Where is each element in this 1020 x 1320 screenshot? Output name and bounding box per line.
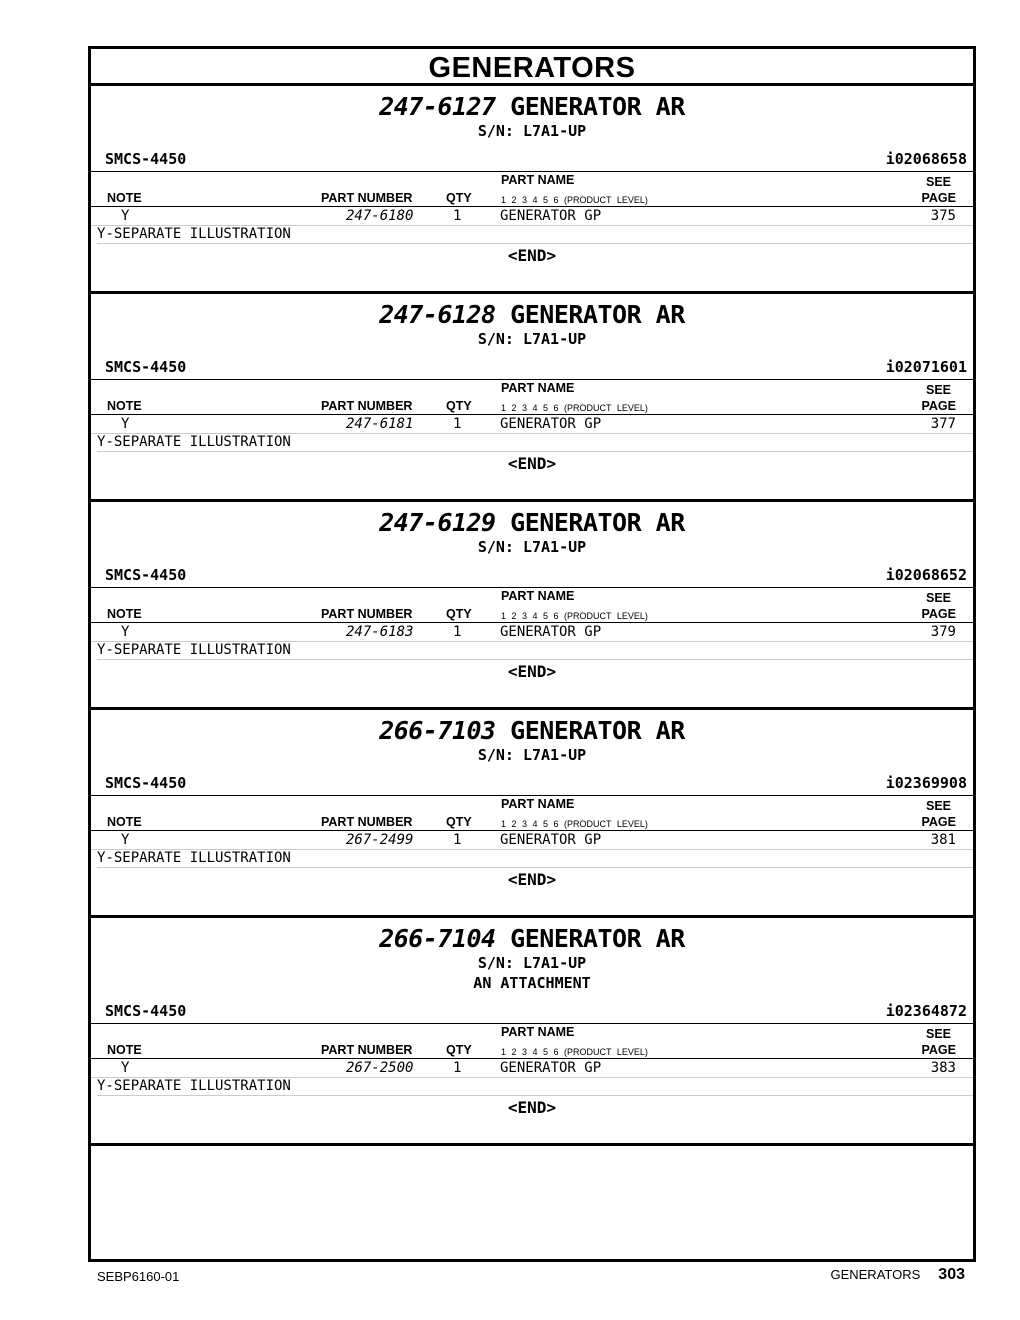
table-header [91,379,973,415]
row-qty: 1 [453,1060,462,1076]
row-part-number: 247-6180 [346,208,414,224]
header-see: SEE [925,591,951,605]
header-qty: QTY [446,815,472,829]
footer-section [830,1266,965,1284]
parts-section [91,86,973,294]
section-part-number: 247-6127 [379,92,496,121]
row-part-number: 247-6183 [346,624,414,640]
parts-section [91,294,973,502]
row-note: Y [121,624,130,640]
header-part-name: PART NAME [501,1025,575,1039]
section-title [91,508,973,537]
footnote: Y-SEPARATE ILLUSTRATION [97,850,973,868]
header-qty: QTY [446,1043,472,1057]
row-see-page: 377 [930,416,956,432]
attachment-note: AN ATTACHMENT [473,974,591,992]
section-title [91,92,973,121]
row-part-name: GENERATOR GP [500,416,602,432]
row-part-number: 247-6181 [346,416,414,432]
header-see: SEE [925,1027,951,1041]
smcs-code: SMCS-4450 [105,358,187,376]
table-row [91,1059,973,1078]
section-part-name: GENERATOR AR [510,300,685,329]
table-header [91,587,973,623]
serial-number: S/N: L7A1-UP [477,746,587,764]
header-product-levels: 1 2 3 4 5 6 (PRODUCT LEVEL) [501,195,648,205]
header-part-number: PART NUMBER [321,607,413,621]
footer-section-name: GENERATORS [830,1267,921,1282]
section-part-name: GENERATOR AR [510,92,685,121]
end-marker: <END> [507,870,557,889]
header-part-name: PART NAME [501,381,575,395]
table-header [91,795,973,831]
row-see-page: 383 [930,1060,956,1076]
footnote: Y-SEPARATE ILLUSTRATION [97,434,973,452]
section-part-name: GENERATOR AR [510,716,685,745]
section-title [91,716,973,745]
table-row [91,207,973,226]
section-part-number: 266-7103 [379,716,496,745]
row-see-page: 375 [930,208,956,224]
header-page: PAGE [921,607,956,621]
smcs-code: SMCS-4450 [105,1002,187,1020]
page-frame [88,46,976,1262]
table-row [91,415,973,434]
section-part-number: 266-7104 [379,924,496,953]
row-see-page: 381 [930,832,956,848]
serial-number: S/N: L7A1-UP [477,954,587,972]
header-page: PAGE [921,1043,956,1057]
page-number: 303 [938,1266,965,1283]
section-part-number: 247-6128 [379,300,496,329]
smcs-code: SMCS-4450 [105,150,187,168]
footnote: Y-SEPARATE ILLUSTRATION [97,1078,973,1096]
header-part-name: PART NAME [501,797,575,811]
header-part-number: PART NUMBER [321,1043,413,1057]
section-part-number: 247-6129 [379,508,496,537]
section-title [91,924,973,953]
header-note: NOTE [107,1043,142,1057]
end-marker: <END> [507,246,557,265]
table-row [91,623,973,642]
header-page: PAGE [921,815,956,829]
row-part-number: 267-2499 [346,832,414,848]
parts-section [91,918,973,1146]
header-see: SEE [925,383,951,397]
parts-section [91,502,973,710]
header-note: NOTE [107,815,142,829]
end-marker: <END> [507,1098,557,1117]
end-marker: <END> [507,454,557,473]
header-product-levels: 1 2 3 4 5 6 (PRODUCT LEVEL) [501,819,648,829]
header-product-levels: 1 2 3 4 5 6 (PRODUCT LEVEL) [501,611,648,621]
table-header [91,1023,973,1059]
row-part-name: GENERATOR GP [500,624,602,640]
row-note: Y [121,208,130,224]
row-part-name: GENERATOR GP [500,832,602,848]
row-note: Y [121,832,130,848]
header-part-number: PART NUMBER [321,815,413,829]
row-qty: 1 [453,416,462,432]
illustration-id: i02369908 [885,774,967,792]
section-part-name: GENERATOR AR [510,924,685,953]
illustration-id: i02068658 [885,150,967,168]
serial-number: S/N: L7A1-UP [477,330,587,348]
header-part-number: PART NUMBER [321,191,413,205]
header-see: SEE [925,175,951,189]
header-product-levels: 1 2 3 4 5 6 (PRODUCT LEVEL) [501,403,648,413]
row-note: Y [121,1060,130,1076]
header-note: NOTE [107,399,142,413]
header-part-number: PART NUMBER [321,399,413,413]
row-see-page: 379 [930,624,956,640]
row-qty: 1 [453,832,462,848]
serial-number: S/N: L7A1-UP [477,538,587,556]
header-qty: QTY [446,607,472,621]
header-part-name: PART NAME [501,173,575,187]
smcs-code: SMCS-4450 [105,774,187,792]
illustration-id: i02364872 [885,1002,967,1020]
header-part-name: PART NAME [501,589,575,603]
serial-number: S/N: L7A1-UP [477,122,587,140]
section-title [91,300,973,329]
row-part-name: GENERATOR GP [500,208,602,224]
header-page: PAGE [921,191,956,205]
table-row [91,831,973,850]
footnote: Y-SEPARATE ILLUSTRATION [97,226,973,244]
page-title: GENERATORS [91,49,973,86]
header-qty: QTY [446,399,472,413]
row-part-number: 267-2500 [346,1060,414,1076]
header-page: PAGE [921,399,956,413]
section-part-name: GENERATOR AR [510,508,685,537]
illustration-id: i02068652 [885,566,967,584]
illustration-id: i02071601 [885,358,967,376]
header-product-levels: 1 2 3 4 5 6 (PRODUCT LEVEL) [501,1047,648,1057]
parts-section [91,710,973,918]
header-qty: QTY [446,191,472,205]
row-part-name: GENERATOR GP [500,1060,602,1076]
table-header [91,171,973,207]
row-qty: 1 [453,208,462,224]
end-marker: <END> [507,662,557,681]
footer-doc-id: SEBP6160-01 [97,1269,180,1284]
row-qty: 1 [453,624,462,640]
smcs-code: SMCS-4450 [105,566,187,584]
header-see: SEE [925,799,951,813]
row-note: Y [121,416,130,432]
footnote: Y-SEPARATE ILLUSTRATION [97,642,973,660]
header-note: NOTE [107,191,142,205]
header-note: NOTE [107,607,142,621]
